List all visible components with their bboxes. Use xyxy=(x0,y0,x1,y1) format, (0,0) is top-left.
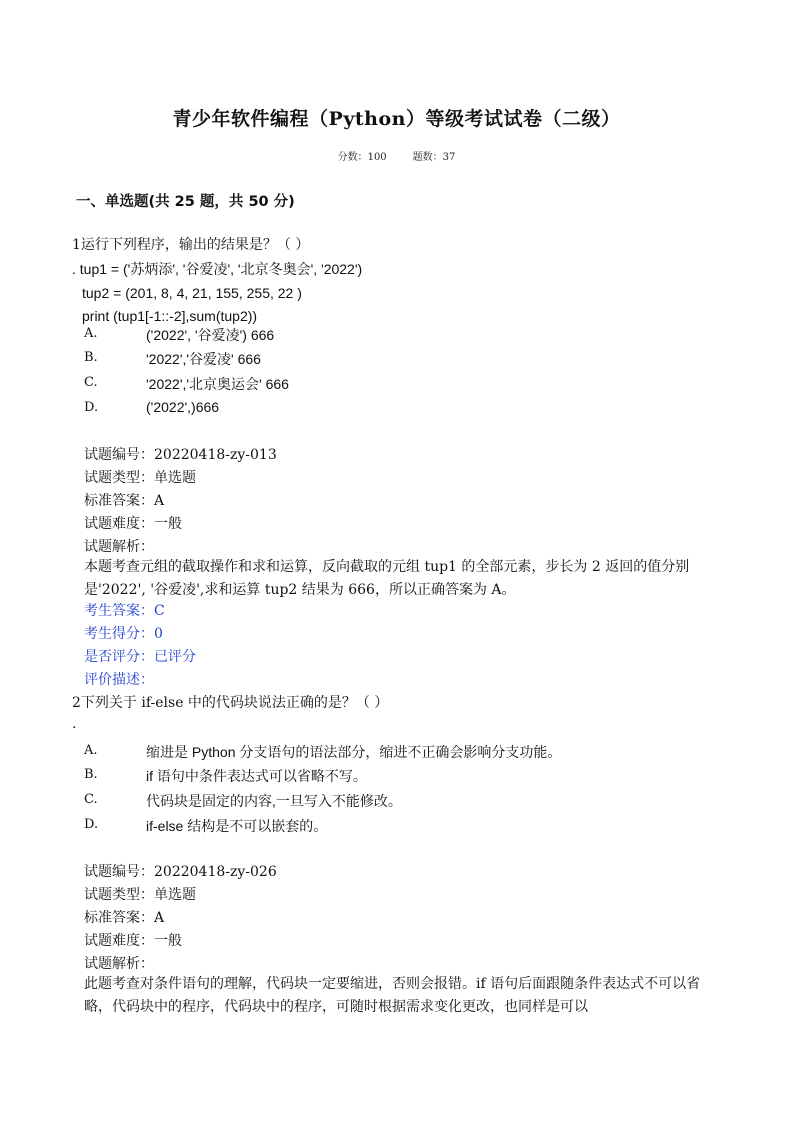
option-letter: A. xyxy=(84,326,98,341)
question-1-comment: 评价描述： xyxy=(84,672,154,688)
question-1-code-line-1: . tup1 = ('苏炳添', '谷爱凌', '北京冬奥会', '2022') xyxy=(72,261,363,277)
question-2-difficulty: 试题难度：一般 xyxy=(84,933,182,949)
section-title: 一、单选题(共 25 题，共 50 分) xyxy=(76,194,295,210)
question-1-type: 试题类型：单选题 xyxy=(84,470,196,486)
option-text: ('2022', '谷爱凌') 666 xyxy=(146,327,275,343)
question-2-answer: 标准答案：A xyxy=(84,910,165,926)
option-text: '2022','谷爱凌' 666 xyxy=(146,351,261,367)
question-1-code-line-3: print (tup1[-1::-2],sum(tup2)) xyxy=(82,308,258,324)
question-1-student-answer: 考生答案：C xyxy=(84,603,165,619)
option-text: 缩进是 Python 分支语句的语法部分，缩进不正确会影响分支功能。 xyxy=(146,744,562,760)
question-1-id: 试题编号：20220418-zy-013 xyxy=(84,447,277,463)
total-score: 分数：100 xyxy=(337,152,387,163)
question-1-analysis: 本题考查元组的截取操作和求和运算，反向截取的元组 tup1 的全部元素，步长为 2 返回的值分别是'2022', '谷爱凌',求和运算 tup2 结果为 666，所以正确答案为 A。 xyxy=(84,559,690,598)
option-text: if 语句中条件表达式可以省略不写。 xyxy=(146,768,367,784)
option-letter: A. xyxy=(84,743,98,758)
option-letter: B. xyxy=(84,767,98,782)
option-text: 代码块是固定的内容,一旦写入不能修改。 xyxy=(146,793,402,809)
question-1-stem: 1运行下列程序，输出的结果是？（ ） xyxy=(72,237,310,253)
option-letter: C. xyxy=(84,375,98,390)
question-2-analysis: 此题考查对条件语句的理解，代码块一定要缩进，否则会报错。if 语句后面跟随条件表达式不可以省略，代码块中的程序，代码块中的程序，可随时根据需求变化更改，也同样是可以 xyxy=(84,976,701,1015)
question-2-stem: 2下列关于 if-else 中的代码块说法正确的是？（ ） xyxy=(72,695,389,711)
question-1-graded-status: 是否评分：已评分 xyxy=(84,649,196,665)
option-letter: D. xyxy=(84,400,99,415)
option-text: ('2022',)666 xyxy=(146,399,220,415)
question-2-id: 试题编号：20220418-zy-026 xyxy=(84,864,277,880)
option-letter: D. xyxy=(84,817,99,832)
option-letter: C. xyxy=(84,792,98,807)
option-text: '2022','北京奥运会' 666 xyxy=(146,376,289,392)
question-1-answer: 标准答案：A xyxy=(84,493,165,509)
question-1-code-line-2: tup2 = (201, 8, 4, 21, 155, 255, 22 ) xyxy=(82,285,302,301)
question-2-analysis-label: 试题解析： xyxy=(84,956,154,972)
option-letter: B. xyxy=(84,350,98,365)
question-1-student-score: 考生得分：0 xyxy=(84,626,163,642)
question-count: 题数：37 xyxy=(412,152,456,163)
question-2-type: 试题类型：单选题 xyxy=(84,887,196,903)
exam-meta xyxy=(0,148,793,163)
page-title: 青少年软件编程（Python）等级考试试卷（二级） xyxy=(172,108,621,130)
question-2-stem-dot: . xyxy=(72,716,77,732)
option-text: if-else 结构是不可以嵌套的。 xyxy=(146,818,328,834)
question-1-difficulty: 试题难度：一般 xyxy=(84,516,182,532)
question-1-analysis-label: 试题解析： xyxy=(84,539,154,555)
